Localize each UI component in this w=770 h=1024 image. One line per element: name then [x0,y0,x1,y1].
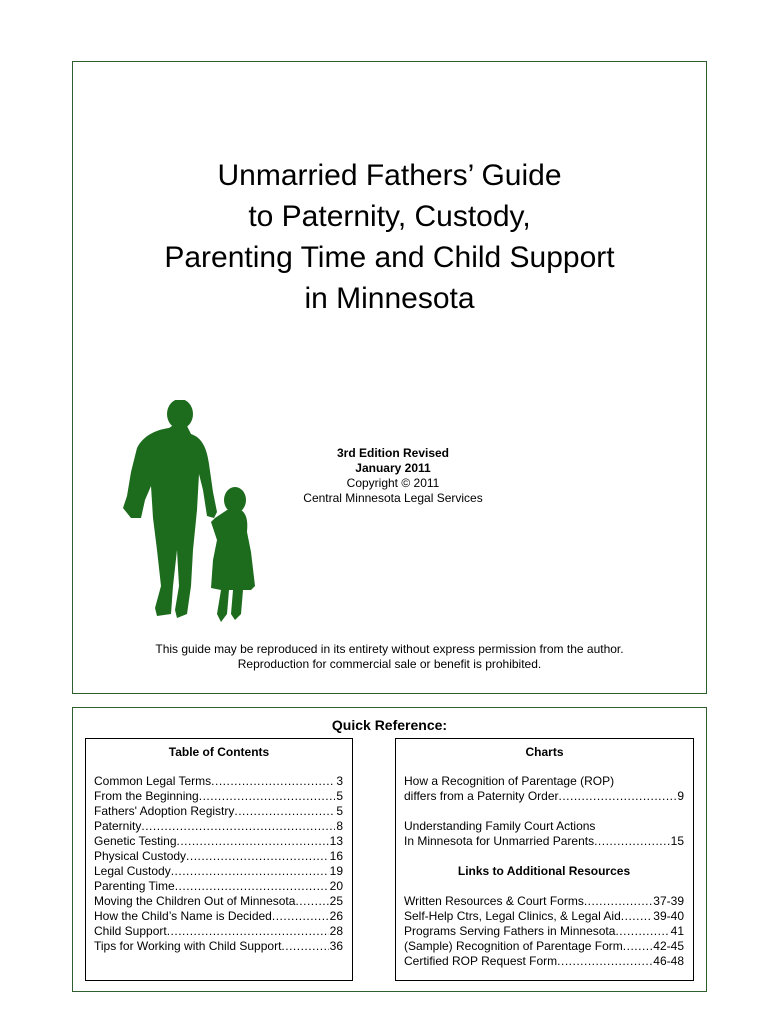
entry-label: Child Support [94,924,167,938]
dot-leader [186,849,329,864]
charts-heading: Charts [525,745,564,759]
toc-entry[interactable] [94,849,343,864]
toc-entry[interactable] [94,894,343,909]
title-line: to Paternity, Custody, [248,200,531,233]
page-number: 36 [329,939,343,953]
toc-entry[interactable] [94,789,343,804]
page-number: 5 [336,804,343,818]
page-number: 39-40 [653,909,684,923]
entry-label: Certified ROP Request Form [404,954,558,968]
page-number: 42-45 [653,939,684,953]
dot-leader [167,924,329,939]
edition-block [263,446,523,506]
dot-leader [234,804,335,819]
dot-leader [211,774,335,789]
title-line: Parenting Time and Child Support [164,241,615,274]
dot-leader [177,834,329,849]
note-line: This guide may be reproduced in its entirety without express permission from the author. [155,642,624,656]
dot-leader [559,789,677,804]
chart-item-line: Understanding Family Court Actions [404,819,596,833]
page-number: 46-48 [653,954,684,968]
page-number: 13 [329,834,343,848]
toc-entry[interactable] [94,834,343,849]
links-heading: Links to Additional Resources [457,864,631,878]
dot-leader [621,909,653,924]
page-number: 3 [336,774,343,788]
dot-leader [199,789,336,804]
resource-link-entry[interactable] [404,939,684,954]
entry-label: Common Legal Terms [94,774,212,788]
toc-heading: Table of Contents [168,745,270,759]
resource-link-entry[interactable] [404,909,684,924]
dot-leader [594,834,670,849]
dot-leader [175,879,329,894]
entry-label: Parenting Time [94,879,175,893]
title-line: in Minnesota [304,282,475,315]
dot-leader [557,954,652,969]
entry-label: Moving the Children Out of Minnesota [94,894,296,908]
father-and-daughter-silhouette-icon [117,400,257,626]
page-number: 9 [677,789,684,803]
page-number: 5 [336,789,343,803]
entry-label: From the Beginning [94,789,199,803]
dot-leader [623,939,653,954]
note-line: Reproduction for commercial sale or benefit is prohibited. [237,657,542,671]
entry-label: Physical Custody [94,849,187,863]
quick-reference-panel [72,707,707,992]
copyright-text: Copyright © 2011 [346,476,440,490]
page-number: 25 [329,894,343,908]
entry-label: Legal Custody [94,864,171,878]
table-of-contents-panel [85,738,353,981]
page-number: 41 [670,924,684,938]
entry-label: Paternity [94,819,142,833]
entry-label: How the Child’s Name is Decided [94,909,272,923]
toc-entry[interactable] [94,804,343,819]
dot-leader [171,864,329,879]
toc-entry[interactable] [94,879,343,894]
page-number: 15 [670,834,684,848]
dot-leader [295,894,328,909]
resource-link-entry[interactable] [404,924,684,939]
page-number: 8 [336,819,343,833]
toc-entry[interactable] [94,774,343,789]
quick-reference-title: Quick Reference: [331,717,448,733]
edition-label: 3rd Edition Revised [336,446,450,460]
toc-entry[interactable] [94,939,343,954]
page-number: 28 [329,924,343,938]
dot-leader [272,909,329,924]
document-title [73,155,706,319]
cover-panel [72,61,707,694]
page-number: 37-39 [653,894,684,908]
page-number: 26 [329,909,343,923]
toc-entry[interactable] [94,819,343,834]
entry-label: differs from a Paternity Order [404,789,559,803]
dot-leader [584,894,652,909]
toc-entry[interactable] [94,924,343,939]
dot-leader [141,819,335,834]
charts-list [404,774,684,969]
chart-item-line: How a Recognition of Parentage (ROP) [404,774,615,788]
page-number: 19 [329,864,343,878]
chart-item-entry[interactable] [404,834,684,849]
dot-leader [615,924,669,939]
entry-label: Programs Serving Fathers in Minnesota [404,924,616,938]
chart-item-entry[interactable] [404,789,684,804]
entry-label: Fathers' Adoption Registry [94,804,235,818]
dot-leader [281,939,328,954]
entry-label: In Minnesota for Unmarried Parents [404,834,595,848]
entry-label: Written Resources & Court Forms [404,894,584,908]
page-number: 16 [329,849,343,863]
toc-entry[interactable] [94,864,343,879]
resource-link-entry[interactable] [404,894,684,909]
title-line: Unmarried Fathers’ Guide [217,159,562,192]
page-number: 20 [329,879,343,893]
entry-label: (Sample) Recognition of Parentage Form [404,939,623,953]
resource-link-entry[interactable] [404,954,684,969]
charts-panel [395,738,694,981]
toc-list [94,774,343,954]
edition-date: January 2011 [355,461,431,475]
publisher-text: Central Minnesota Legal Services [303,491,483,505]
reproduction-note [73,642,706,672]
entry-label: Tips for Working with Child Support [94,939,282,953]
links-list [404,894,684,969]
entry-label: Self-Help Ctrs, Legal Clinics, & Legal Aid [404,909,621,923]
toc-entry[interactable] [94,909,343,924]
entry-label: Genetic Testing [94,834,177,848]
